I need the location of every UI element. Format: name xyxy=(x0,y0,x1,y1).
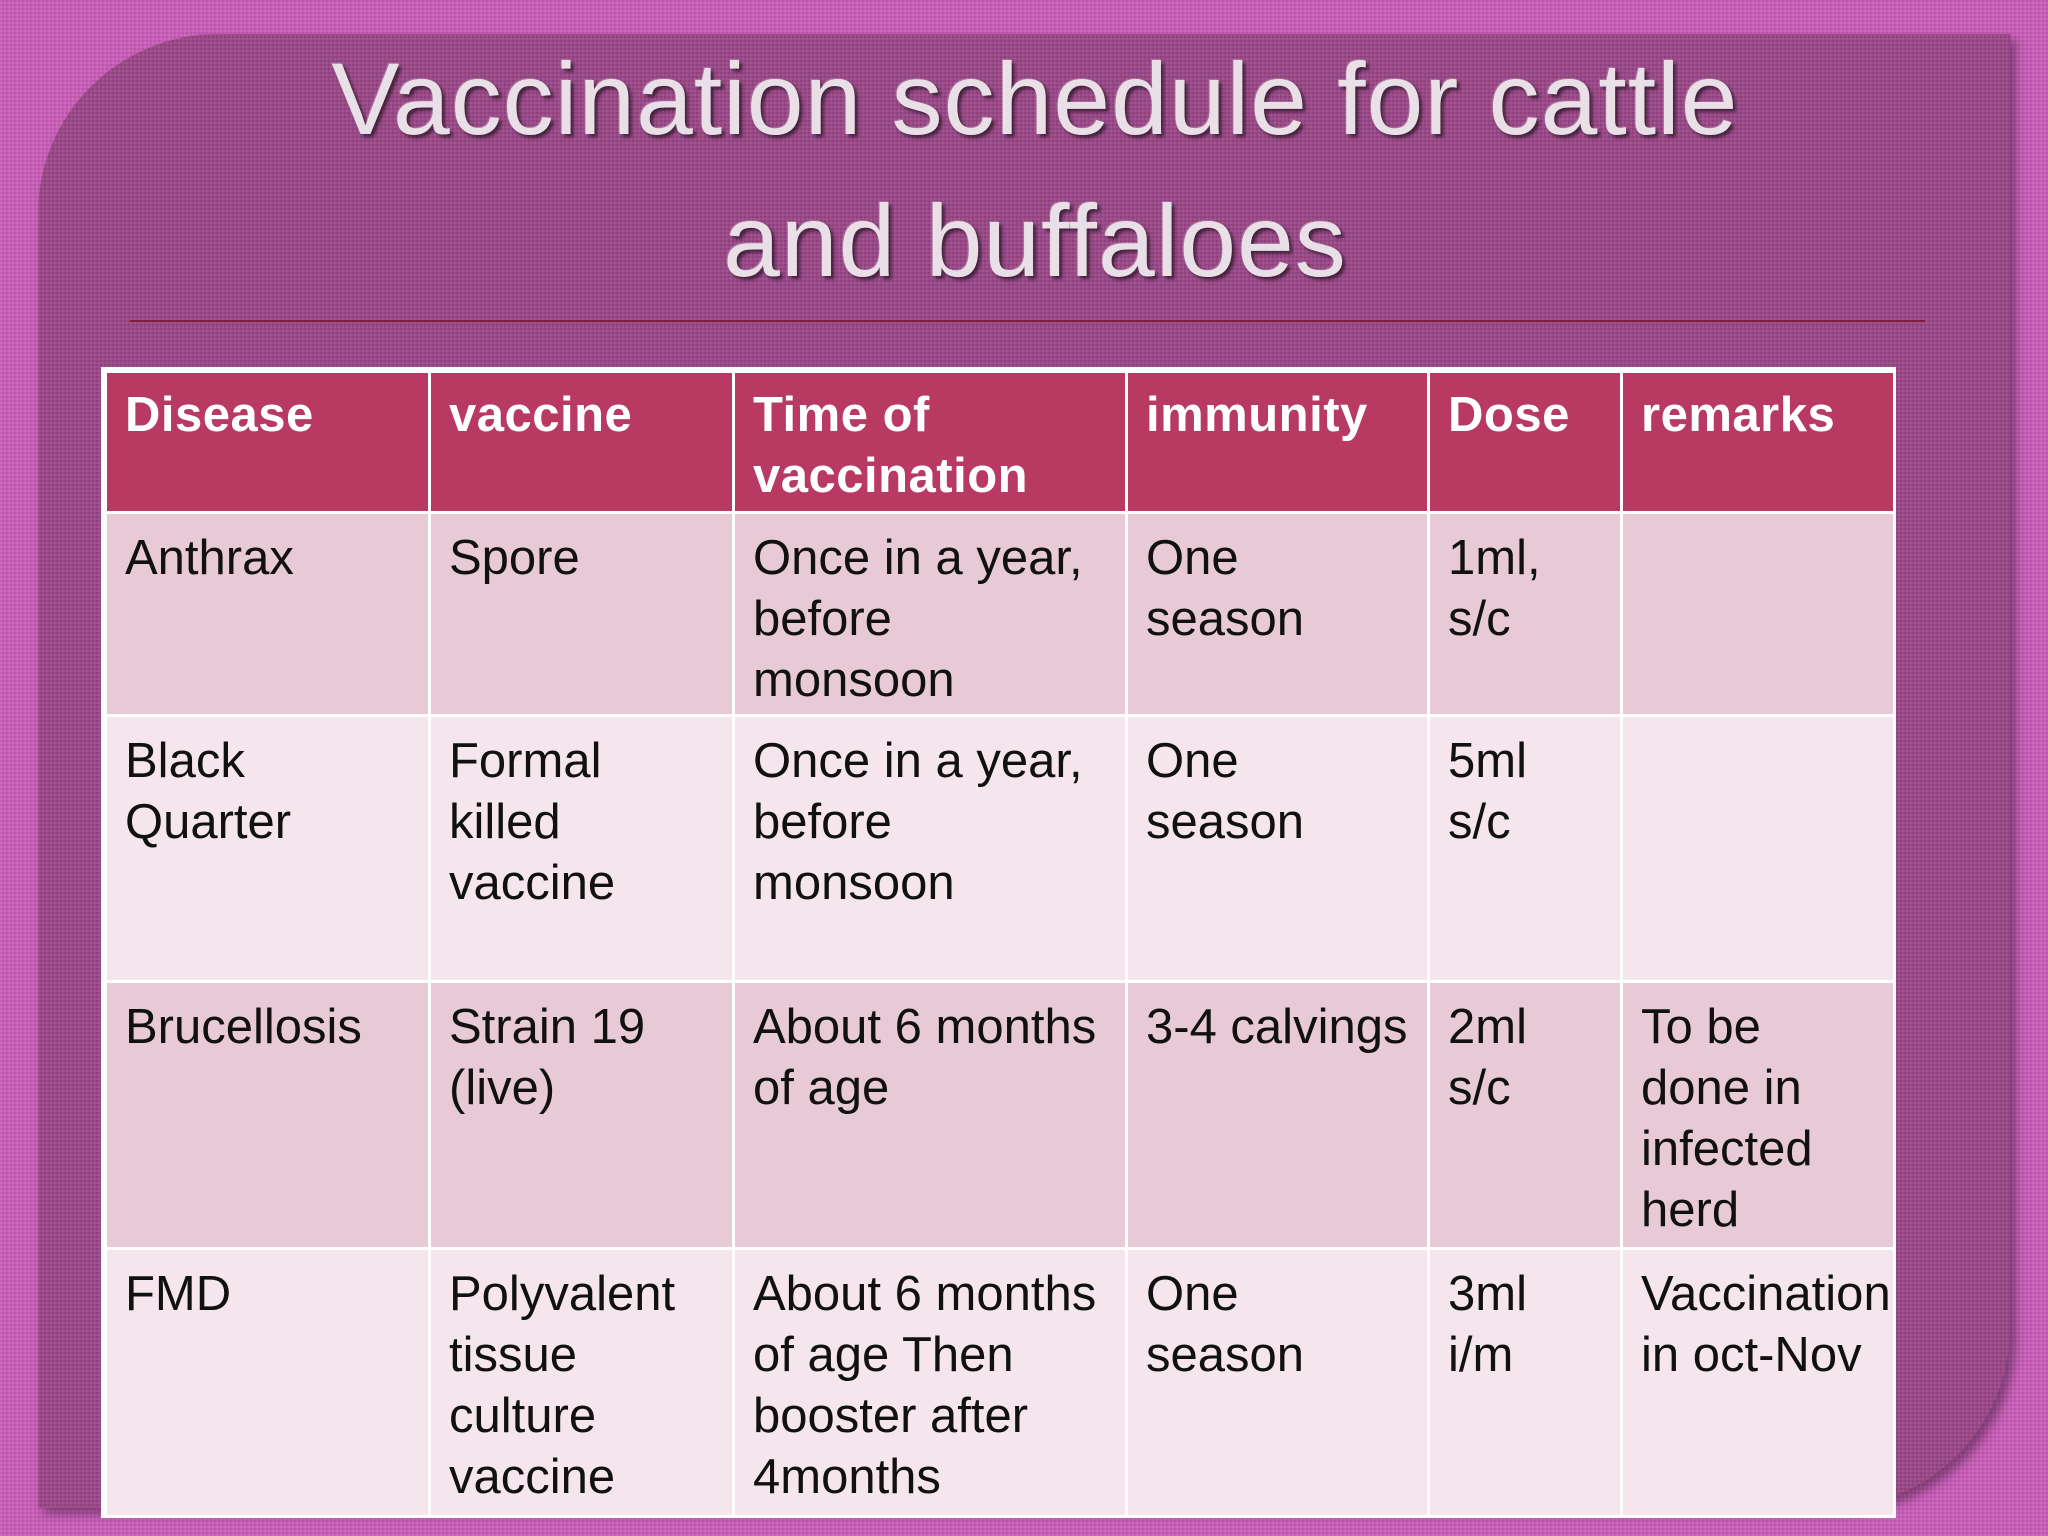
cell-immunity: 3-4 calvings xyxy=(1127,982,1429,1249)
cell-remarks: To be done in infected herd xyxy=(1622,982,1895,1249)
header-immunity: immunity xyxy=(1127,372,1429,513)
title-line-2: and buffaloes xyxy=(723,184,1347,298)
cell-disease: Brucellosis xyxy=(106,982,430,1249)
cell-immunity: One season xyxy=(1127,1249,1429,1517)
header-disease: Disease xyxy=(106,372,430,513)
slide-title xyxy=(100,28,1970,312)
cell-time: Once in a year, before monsoon xyxy=(734,716,1127,982)
title-line-1: Vaccination schedule for cattle xyxy=(331,42,1739,156)
cell-dose: 3ml i/m xyxy=(1429,1249,1622,1517)
header-dose: Dose xyxy=(1429,372,1622,513)
cell-time: About 6 months of age Then booster after 4months xyxy=(734,1249,1127,1517)
header-vaccine: vaccine xyxy=(430,372,734,513)
table-row xyxy=(106,1249,1895,1517)
cell-dose: 5ml s/c xyxy=(1429,716,1622,982)
cell-disease: FMD xyxy=(106,1249,430,1517)
table-row xyxy=(106,513,1895,716)
cell-vaccine: Formal killed vaccine xyxy=(430,716,734,982)
cell-remarks: Vaccination in oct-Nov xyxy=(1622,1249,1895,1517)
table-row xyxy=(106,982,1895,1249)
table-header-row xyxy=(106,372,1895,513)
cell-immunity: One season xyxy=(1127,513,1429,716)
cell-remarks xyxy=(1622,716,1895,982)
table-row xyxy=(106,716,1895,982)
cell-vaccine: Polyvalent tissue culture vaccine xyxy=(430,1249,734,1517)
cell-remarks xyxy=(1622,513,1895,716)
vaccination-table xyxy=(104,370,1896,1518)
cell-disease: Black Quarter xyxy=(106,716,430,982)
cell-dose: 2ml s/c xyxy=(1429,982,1622,1249)
cell-immunity: One season xyxy=(1127,716,1429,982)
cell-dose: 1ml, s/c xyxy=(1429,513,1622,716)
vaccination-table-container xyxy=(101,367,1896,1518)
cell-vaccine: Spore xyxy=(430,513,734,716)
cell-time: About 6 months of age xyxy=(734,982,1127,1249)
header-time-of-vaccination: Time of vaccination xyxy=(734,372,1127,513)
cell-disease: Anthrax xyxy=(106,513,430,716)
title-divider xyxy=(130,320,1925,322)
cell-vaccine: Strain 19 (live) xyxy=(430,982,734,1249)
header-remarks: remarks xyxy=(1622,372,1895,513)
cell-time: Once in a year, before monsoon xyxy=(734,513,1127,716)
